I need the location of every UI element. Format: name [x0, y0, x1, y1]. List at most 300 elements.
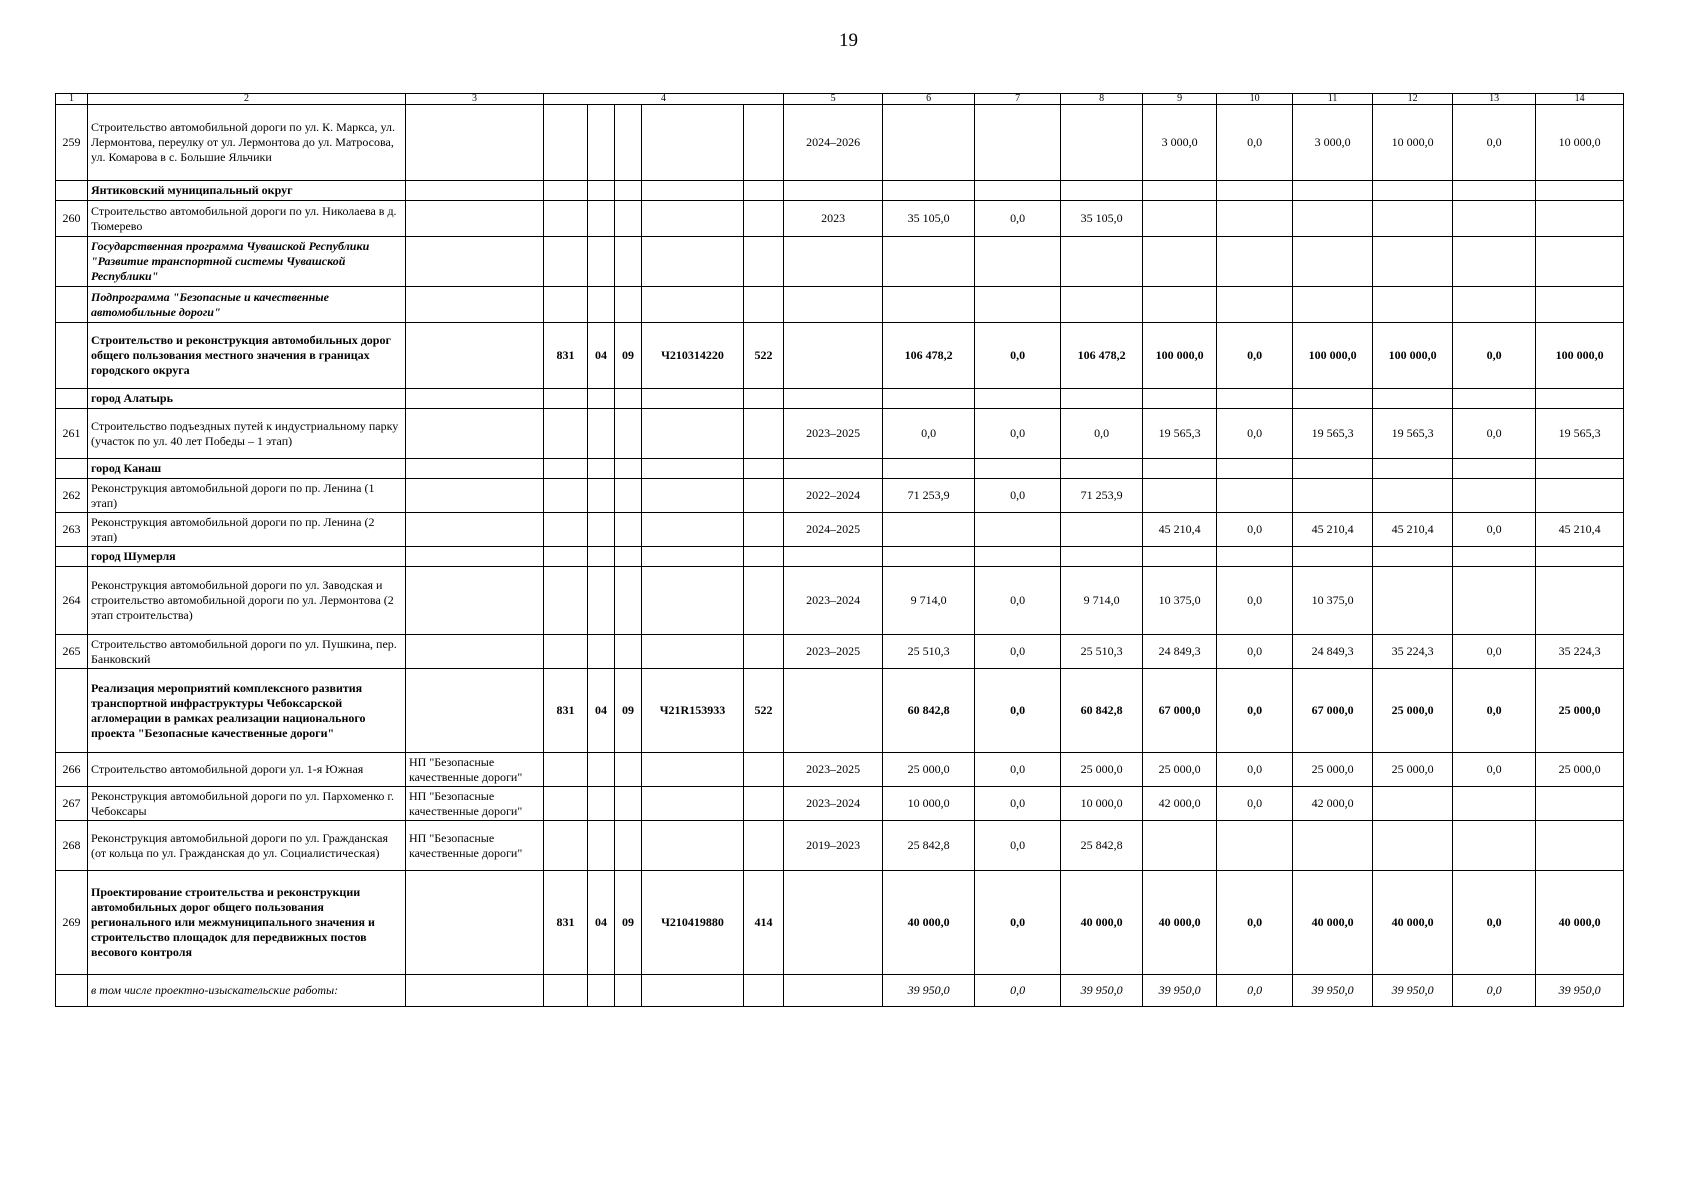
empty-cell	[1143, 459, 1217, 479]
section-row	[56, 459, 1624, 479]
amount-col10-cell: 0,0	[1217, 105, 1293, 181]
amount-col10-cell: 0,0	[1217, 513, 1293, 547]
table-row	[56, 201, 1624, 237]
code-subsection-cell: 09	[615, 323, 642, 389]
table-row	[56, 753, 1624, 787]
object-name-cell: Реализация мероприятий комплексного развития транспортной инфраструктуры Чебоксарской агломерации в рамках реализации национального проекта "Безопасные качественные дороги"	[88, 669, 406, 753]
empty-cell	[1536, 237, 1624, 287]
empty-cell	[615, 237, 642, 287]
empty-cell	[1453, 389, 1536, 409]
empty-cell	[588, 459, 615, 479]
empty-cell	[883, 181, 975, 201]
empty-cell	[975, 459, 1061, 479]
investment-table	[55, 93, 1624, 1007]
empty-cell	[544, 287, 588, 323]
note-cell	[406, 105, 544, 181]
amount-col11-cell: 3 000,0	[1293, 105, 1373, 181]
code-section-cell	[588, 201, 615, 237]
code-section-cell: 04	[588, 669, 615, 753]
amount-col12-cell: 35 224,3	[1373, 635, 1453, 669]
empty-cell	[1373, 181, 1453, 201]
section-title: город Алатырь	[88, 389, 406, 409]
empty-cell	[406, 459, 544, 479]
empty-cell	[406, 237, 544, 287]
empty-cell	[1536, 547, 1624, 567]
empty-cell	[744, 389, 784, 409]
amount-col8-cell: 60 842,8	[1061, 669, 1143, 753]
amount-col9-cell: 42 000,0	[1143, 787, 1217, 821]
amount-col12-cell	[1373, 479, 1453, 513]
object-name-cell: Реконструкция автомобильной дороги по ул. Гражданская (от кольца по ул. Гражданская до ул. Социалистическая)	[88, 821, 406, 871]
amount-col8-cell: 25 842,8	[1061, 821, 1143, 871]
amount-col11-cell: 24 849,3	[1293, 635, 1373, 669]
code-type-cell	[744, 567, 784, 635]
amount-col14-cell	[1536, 479, 1624, 513]
amount-col6-cell: 60 842,8	[883, 669, 975, 753]
table-row	[56, 567, 1624, 635]
code-section-cell	[588, 409, 615, 459]
empty-cell	[1143, 181, 1217, 201]
period-cell: 2024–2025	[784, 513, 883, 547]
empty-cell	[406, 547, 544, 567]
code-subsection-cell	[615, 787, 642, 821]
object-name-cell: в том числе проектно-изыскательские работы:	[88, 975, 406, 1007]
empty-cell	[1373, 287, 1453, 323]
empty-cell	[1061, 181, 1143, 201]
table-row	[56, 975, 1624, 1007]
empty-cell	[1217, 547, 1293, 567]
empty-cell	[615, 459, 642, 479]
period-cell: 2023–2024	[784, 787, 883, 821]
empty-cell	[1453, 237, 1536, 287]
code-type-cell	[744, 787, 784, 821]
amount-col6-cell: 9 714,0	[883, 567, 975, 635]
amount-col12-cell: 40 000,0	[1373, 871, 1453, 975]
amount-col13-cell: 0,0	[1453, 409, 1536, 459]
code-ministry-cell	[544, 753, 588, 787]
table-row	[56, 787, 1624, 821]
row-number-cell	[56, 975, 88, 1007]
amount-col8-cell	[1061, 513, 1143, 547]
empty-cell	[1373, 389, 1453, 409]
amount-col11-cell: 100 000,0	[1293, 323, 1373, 389]
header-cell: 10	[1217, 94, 1293, 105]
code-ministry-cell	[544, 513, 588, 547]
empty-cell	[544, 237, 588, 287]
code-ministry-cell	[544, 975, 588, 1007]
period-cell: 2019–2023	[784, 821, 883, 871]
code-section-cell	[588, 635, 615, 669]
empty-cell	[615, 547, 642, 567]
amount-col13-cell: 0,0	[1453, 513, 1536, 547]
empty-cell	[1293, 459, 1373, 479]
row-number-cell: 267	[56, 787, 88, 821]
period-cell	[784, 871, 883, 975]
table-row	[56, 669, 1624, 753]
empty-cell	[883, 547, 975, 567]
empty-cell	[588, 237, 615, 287]
empty-cell	[975, 287, 1061, 323]
program-row	[56, 237, 1624, 287]
note-cell	[406, 479, 544, 513]
period-cell	[784, 669, 883, 753]
period-cell: 2023–2025	[784, 409, 883, 459]
code-target-cell	[642, 635, 744, 669]
code-section-cell: 04	[588, 323, 615, 389]
amount-col9-cell: 25 000,0	[1143, 753, 1217, 787]
empty-cell	[588, 287, 615, 323]
amount-col11-cell: 10 375,0	[1293, 567, 1373, 635]
amount-col10-cell: 0,0	[1217, 975, 1293, 1007]
header-cell: 13	[1453, 94, 1536, 105]
amount-col8-cell: 39 950,0	[1061, 975, 1143, 1007]
row-number-cell	[56, 181, 88, 201]
amount-col14-cell	[1536, 201, 1624, 237]
row-number-cell: 265	[56, 635, 88, 669]
header-cell: 7	[975, 94, 1061, 105]
section-title: город Канаш	[88, 459, 406, 479]
amount-col6-cell: 106 478,2	[883, 323, 975, 389]
code-type-cell	[744, 479, 784, 513]
amount-col13-cell: 0,0	[1453, 753, 1536, 787]
empty-cell	[544, 547, 588, 567]
empty-cell	[1217, 287, 1293, 323]
row-number-cell	[56, 287, 88, 323]
code-subsection-cell	[615, 635, 642, 669]
empty-cell	[975, 547, 1061, 567]
code-type-cell	[744, 753, 784, 787]
code-subsection-cell	[615, 975, 642, 1007]
empty-cell	[784, 287, 883, 323]
empty-cell	[406, 287, 544, 323]
code-section-cell	[588, 479, 615, 513]
amount-col11-cell: 25 000,0	[1293, 753, 1373, 787]
amount-col13-cell: 0,0	[1453, 669, 1536, 753]
amount-col10-cell: 0,0	[1217, 567, 1293, 635]
amount-col8-cell: 0,0	[1061, 409, 1143, 459]
amount-col11-cell	[1293, 479, 1373, 513]
empty-cell	[1217, 237, 1293, 287]
empty-cell	[544, 389, 588, 409]
code-type-cell: 522	[744, 669, 784, 753]
amount-col10-cell: 0,0	[1217, 753, 1293, 787]
amount-col12-cell	[1373, 201, 1453, 237]
code-subsection-cell	[615, 753, 642, 787]
amount-col9-cell	[1143, 821, 1217, 871]
empty-cell	[1061, 287, 1143, 323]
amount-col13-cell	[1453, 821, 1536, 871]
header-cell: 3	[406, 94, 544, 105]
amount-col9-cell: 19 565,3	[1143, 409, 1217, 459]
object-name-cell: Реконструкция автомобильной дороги по ул. Заводская и строительство автомобильной дороги по ул. Лермонтова (2 этап строительства)	[88, 567, 406, 635]
note-cell	[406, 409, 544, 459]
amount-col6-cell	[883, 513, 975, 547]
amount-col9-cell: 3 000,0	[1143, 105, 1217, 181]
row-number-cell: 259	[56, 105, 88, 181]
code-target-cell	[642, 409, 744, 459]
table-row	[56, 513, 1624, 547]
code-target-cell	[642, 975, 744, 1007]
header-cell: 9	[1143, 94, 1217, 105]
amount-col7-cell: 0,0	[975, 635, 1061, 669]
row-number-cell	[56, 459, 88, 479]
code-section-cell: 04	[588, 871, 615, 975]
amount-col6-cell: 25 000,0	[883, 753, 975, 787]
header-cell: 1	[56, 94, 88, 105]
page-number: 19	[839, 30, 858, 51]
code-subsection-cell	[615, 513, 642, 547]
section-title: Янтиковский муниципальный округ	[88, 181, 406, 201]
empty-cell	[406, 389, 544, 409]
amount-col7-cell: 0,0	[975, 871, 1061, 975]
empty-cell	[642, 287, 744, 323]
note-cell: НП "Безопасные качественные дороги"	[406, 787, 544, 821]
empty-cell	[588, 547, 615, 567]
empty-cell	[1143, 287, 1217, 323]
empty-cell	[883, 287, 975, 323]
empty-cell	[1293, 547, 1373, 567]
period-cell: 2023–2025	[784, 635, 883, 669]
empty-cell	[1536, 459, 1624, 479]
empty-cell	[784, 389, 883, 409]
amount-col13-cell	[1453, 787, 1536, 821]
empty-cell	[784, 459, 883, 479]
amount-col12-cell	[1373, 787, 1453, 821]
code-target-cell	[642, 479, 744, 513]
table-row	[56, 821, 1624, 871]
empty-cell	[615, 287, 642, 323]
amount-col6-cell: 0,0	[883, 409, 975, 459]
empty-cell	[1217, 459, 1293, 479]
section-row	[56, 181, 1624, 201]
amount-col11-cell: 45 210,4	[1293, 513, 1373, 547]
amount-col6-cell: 10 000,0	[883, 787, 975, 821]
program-title: Подпрограмма "Безопасные и качественные автомобильные дороги"	[88, 287, 406, 323]
empty-cell	[1293, 181, 1373, 201]
note-cell	[406, 513, 544, 547]
empty-cell	[642, 237, 744, 287]
code-type-cell	[744, 821, 784, 871]
amount-col14-cell: 19 565,3	[1536, 409, 1624, 459]
amount-col7-cell: 0,0	[975, 753, 1061, 787]
empty-cell	[588, 181, 615, 201]
amount-col9-cell: 67 000,0	[1143, 669, 1217, 753]
code-subsection-cell	[615, 479, 642, 513]
amount-col7-cell: 0,0	[975, 787, 1061, 821]
amount-col14-cell: 25 000,0	[1536, 753, 1624, 787]
row-number-cell	[56, 669, 88, 753]
section-row	[56, 547, 1624, 567]
code-target-cell: Ч210314220	[642, 323, 744, 389]
period-cell: 2024–2026	[784, 105, 883, 181]
amount-col8-cell: 71 253,9	[1061, 479, 1143, 513]
amount-col10-cell: 0,0	[1217, 787, 1293, 821]
amount-col6-cell: 71 253,9	[883, 479, 975, 513]
code-subsection-cell: 09	[615, 871, 642, 975]
amount-col8-cell: 25 510,3	[1061, 635, 1143, 669]
row-number-cell	[56, 237, 88, 287]
amount-col9-cell: 40 000,0	[1143, 871, 1217, 975]
code-ministry-cell	[544, 821, 588, 871]
code-subsection-cell	[615, 105, 642, 181]
amount-col9-cell: 39 950,0	[1143, 975, 1217, 1007]
code-section-cell	[588, 787, 615, 821]
amount-col6-cell: 25 510,3	[883, 635, 975, 669]
amount-col10-cell: 0,0	[1217, 409, 1293, 459]
row-number-cell	[56, 547, 88, 567]
empty-cell	[642, 459, 744, 479]
period-cell: 2023–2025	[784, 753, 883, 787]
code-target-cell	[642, 753, 744, 787]
header-cell: 8	[1061, 94, 1143, 105]
empty-cell	[1453, 181, 1536, 201]
object-name-cell: Строительство автомобильной дороги по ул. К. Маркса, ул. Лермонтова, переулку от ул. Лермонтова до ул. Матросова, ул. Комарова в с. Большие Яльчики	[88, 105, 406, 181]
row-number-cell: 266	[56, 753, 88, 787]
amount-col14-cell: 45 210,4	[1536, 513, 1624, 547]
empty-cell	[1453, 547, 1536, 567]
header-cell: 14	[1536, 94, 1624, 105]
note-cell	[406, 635, 544, 669]
empty-cell	[1143, 547, 1217, 567]
code-section-cell	[588, 975, 615, 1007]
table-row	[56, 871, 1624, 975]
empty-cell	[642, 389, 744, 409]
object-name-cell: Строительство и реконструкция автомобильных дорог общего пользования местного значения в границах городского округа	[88, 323, 406, 389]
note-cell	[406, 567, 544, 635]
amount-col8-cell: 25 000,0	[1061, 753, 1143, 787]
empty-cell	[975, 389, 1061, 409]
header-cell: 11	[1293, 94, 1373, 105]
amount-col11-cell	[1293, 201, 1373, 237]
empty-cell	[1453, 287, 1536, 323]
amount-col11-cell	[1293, 821, 1373, 871]
row-number-cell: 263	[56, 513, 88, 547]
code-section-cell	[588, 821, 615, 871]
code-target-cell	[642, 201, 744, 237]
amount-col14-cell	[1536, 821, 1624, 871]
amount-col8-cell	[1061, 105, 1143, 181]
amount-col8-cell: 40 000,0	[1061, 871, 1143, 975]
amount-col14-cell: 100 000,0	[1536, 323, 1624, 389]
amount-col13-cell	[1453, 567, 1536, 635]
period-cell: 2023	[784, 201, 883, 237]
object-name-cell: Строительство подъездных путей к индустриальному парку (участок по ул. 40 лет Победы – 1 этап)	[88, 409, 406, 459]
amount-col10-cell	[1217, 821, 1293, 871]
amount-col10-cell: 0,0	[1217, 669, 1293, 753]
code-type-cell: 522	[744, 323, 784, 389]
code-ministry-cell	[544, 105, 588, 181]
amount-col12-cell: 100 000,0	[1373, 323, 1453, 389]
empty-cell	[744, 287, 784, 323]
amount-col13-cell: 0,0	[1453, 871, 1536, 975]
row-number-cell: 261	[56, 409, 88, 459]
amount-col13-cell: 0,0	[1453, 323, 1536, 389]
amount-col9-cell	[1143, 479, 1217, 513]
period-cell	[784, 323, 883, 389]
amount-col10-cell	[1217, 201, 1293, 237]
empty-cell	[1373, 459, 1453, 479]
amount-col9-cell: 45 210,4	[1143, 513, 1217, 547]
code-target-cell	[642, 821, 744, 871]
amount-col12-cell: 45 210,4	[1373, 513, 1453, 547]
note-cell	[406, 871, 544, 975]
code-section-cell	[588, 513, 615, 547]
program-row	[56, 287, 1624, 323]
code-subsection-cell	[615, 821, 642, 871]
program-title: Государственная программа Чувашской Республики "Развитие транспортной системы Чувашской Республики"	[88, 237, 406, 287]
amount-col12-cell: 25 000,0	[1373, 753, 1453, 787]
empty-cell	[1217, 389, 1293, 409]
code-ministry-cell	[544, 567, 588, 635]
note-cell	[406, 323, 544, 389]
object-name-cell: Строительство автомобильной дороги по ул. Николаева в д. Тюмерево	[88, 201, 406, 237]
object-name-cell: Реконструкция автомобильной дороги по пр. Ленина (1 этап)	[88, 479, 406, 513]
amount-col14-cell: 25 000,0	[1536, 669, 1624, 753]
amount-col7-cell	[975, 513, 1061, 547]
code-type-cell	[744, 975, 784, 1007]
note-cell	[406, 975, 544, 1007]
header-cell: 2	[88, 94, 406, 105]
code-type-cell	[744, 201, 784, 237]
note-cell: НП "Безопасные качественные дороги"	[406, 753, 544, 787]
amount-col7-cell: 0,0	[975, 409, 1061, 459]
header-cell: 12	[1373, 94, 1453, 105]
row-number-cell	[56, 323, 88, 389]
empty-cell	[642, 547, 744, 567]
amount-col14-cell	[1536, 787, 1624, 821]
empty-cell	[544, 459, 588, 479]
code-type-cell	[744, 105, 784, 181]
code-section-cell	[588, 105, 615, 181]
amount-col6-cell: 35 105,0	[883, 201, 975, 237]
amount-col10-cell	[1217, 479, 1293, 513]
code-target-cell: Ч21R153933	[642, 669, 744, 753]
section-row	[56, 389, 1624, 409]
table-row	[56, 635, 1624, 669]
code-target-cell	[642, 567, 744, 635]
object-name-cell: Строительство автомобильной дороги по ул. Пушкина, пер. Банковский	[88, 635, 406, 669]
row-number-cell: 262	[56, 479, 88, 513]
amount-col13-cell	[1453, 479, 1536, 513]
amount-col12-cell	[1373, 567, 1453, 635]
amount-col12-cell: 39 950,0	[1373, 975, 1453, 1007]
row-number-cell	[56, 389, 88, 409]
amount-col6-cell: 40 000,0	[883, 871, 975, 975]
amount-col14-cell: 39 950,0	[1536, 975, 1624, 1007]
empty-cell	[744, 547, 784, 567]
amount-col13-cell	[1453, 201, 1536, 237]
empty-cell	[1536, 389, 1624, 409]
empty-cell	[1217, 181, 1293, 201]
empty-cell	[1293, 237, 1373, 287]
amount-col9-cell: 10 375,0	[1143, 567, 1217, 635]
code-ministry-cell	[544, 787, 588, 821]
amount-col8-cell: 10 000,0	[1061, 787, 1143, 821]
empty-cell	[975, 237, 1061, 287]
empty-cell	[615, 181, 642, 201]
empty-cell	[1373, 547, 1453, 567]
empty-cell	[784, 237, 883, 287]
empty-cell	[784, 181, 883, 201]
code-ministry-cell	[544, 201, 588, 237]
note-cell	[406, 669, 544, 753]
amount-col12-cell	[1373, 821, 1453, 871]
empty-cell	[1293, 389, 1373, 409]
empty-cell	[1061, 237, 1143, 287]
amount-col11-cell: 42 000,0	[1293, 787, 1373, 821]
code-ministry-cell	[544, 479, 588, 513]
code-subsection-cell	[615, 201, 642, 237]
